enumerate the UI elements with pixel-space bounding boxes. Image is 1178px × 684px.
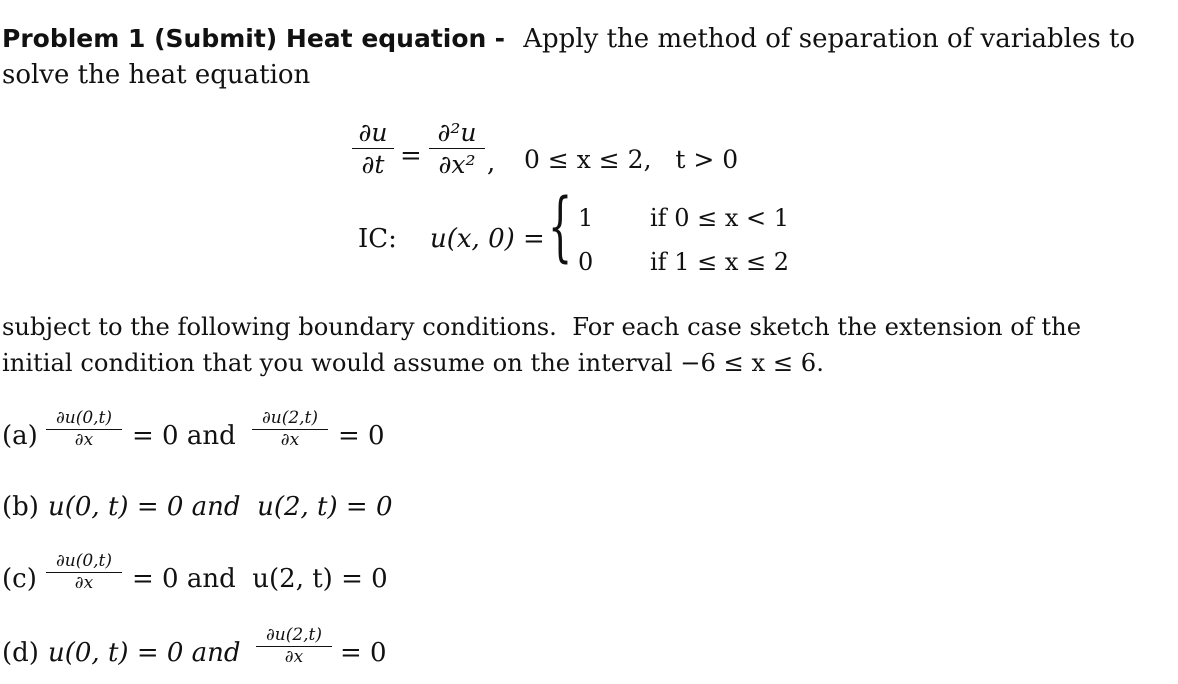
- part-a-frac2-denominator: ∂x: [280, 430, 300, 450]
- part-a-middle: = 0 and: [132, 421, 236, 451]
- part-a-fraction-2: [252, 410, 328, 449]
- ic-brace: {: [548, 181, 573, 270]
- part-a-fraction-1: [46, 410, 122, 449]
- pde-domain: 0 ≤ x ≤ 2, t > 0: [524, 145, 739, 174]
- part-a-frac1-denominator: ∂x: [74, 430, 94, 450]
- part-a-label: (a): [2, 421, 38, 451]
- fraction-bar: [352, 148, 394, 149]
- intro-line-1: Apply the method of separation of variables to: [523, 24, 1136, 54]
- part-c-fraction-1: [46, 553, 122, 592]
- part-a-end: = 0: [338, 421, 385, 451]
- part-d-frac2-numerator: ∂u(2,t): [265, 625, 323, 645]
- body-line-2: initial condition that you would assume on the interval −6 ≤ x ≤ 6.: [2, 349, 824, 377]
- pde-rhs-numerator: ∂²u: [437, 118, 477, 147]
- part-c-label: (c): [2, 564, 37, 594]
- ic-case1-cond: if 0 ≤ x < 1: [650, 204, 789, 232]
- ic-case2-cond: if 1 ≤ x ≤ 2: [650, 248, 789, 276]
- problem-title: Problem 1 (Submit) Heat equation: [2, 24, 487, 53]
- title-dash: -: [494, 24, 505, 53]
- ic-lhs: u(x, 0) =: [430, 224, 545, 254]
- pde-lhs-numerator: ∂u: [358, 118, 388, 147]
- part-d-fraction-2: [256, 627, 332, 666]
- intro-line-2: solve the heat equation: [2, 60, 311, 90]
- pde-equals: =: [400, 141, 422, 171]
- body-line-1: subject to the following boundary conditions. For each case sketch the extension of the: [2, 313, 1082, 341]
- part-d-label: (d): [2, 638, 39, 668]
- ic-label: IC:: [358, 224, 397, 254]
- pde-lhs-denominator: ∂t: [361, 150, 385, 179]
- part-d-frac2-denominator: ∂x: [284, 647, 304, 667]
- part-c-rest: = 0 and u(2, t) = 0: [132, 564, 388, 594]
- part-a-frac2-numerator: ∂u(2,t): [261, 408, 319, 428]
- pde-lhs-fraction: [352, 120, 394, 177]
- pde-rhs-denominator: ∂x²: [438, 150, 476, 179]
- ic-case2-value: 0: [578, 248, 594, 276]
- part-b-label: (b): [2, 492, 39, 522]
- part-d-end: = 0: [340, 638, 387, 668]
- part-b-text: u(0, t) = 0 and u(2, t) = 0: [48, 492, 393, 522]
- part-a-frac1-numerator: ∂u(0,t): [55, 408, 113, 428]
- ic-case1-value: 1: [578, 204, 594, 232]
- fraction-bar: [429, 148, 485, 149]
- part-d-start: u(0, t) = 0 and: [48, 638, 241, 668]
- pde-comma: ,: [487, 148, 496, 178]
- part-c-frac1-numerator: ∂u(0,t): [55, 551, 113, 571]
- pde-rhs-fraction: [429, 120, 485, 177]
- part-c-frac1-denominator: ∂x: [74, 573, 94, 593]
- problem-heading: [2, 26, 1135, 52]
